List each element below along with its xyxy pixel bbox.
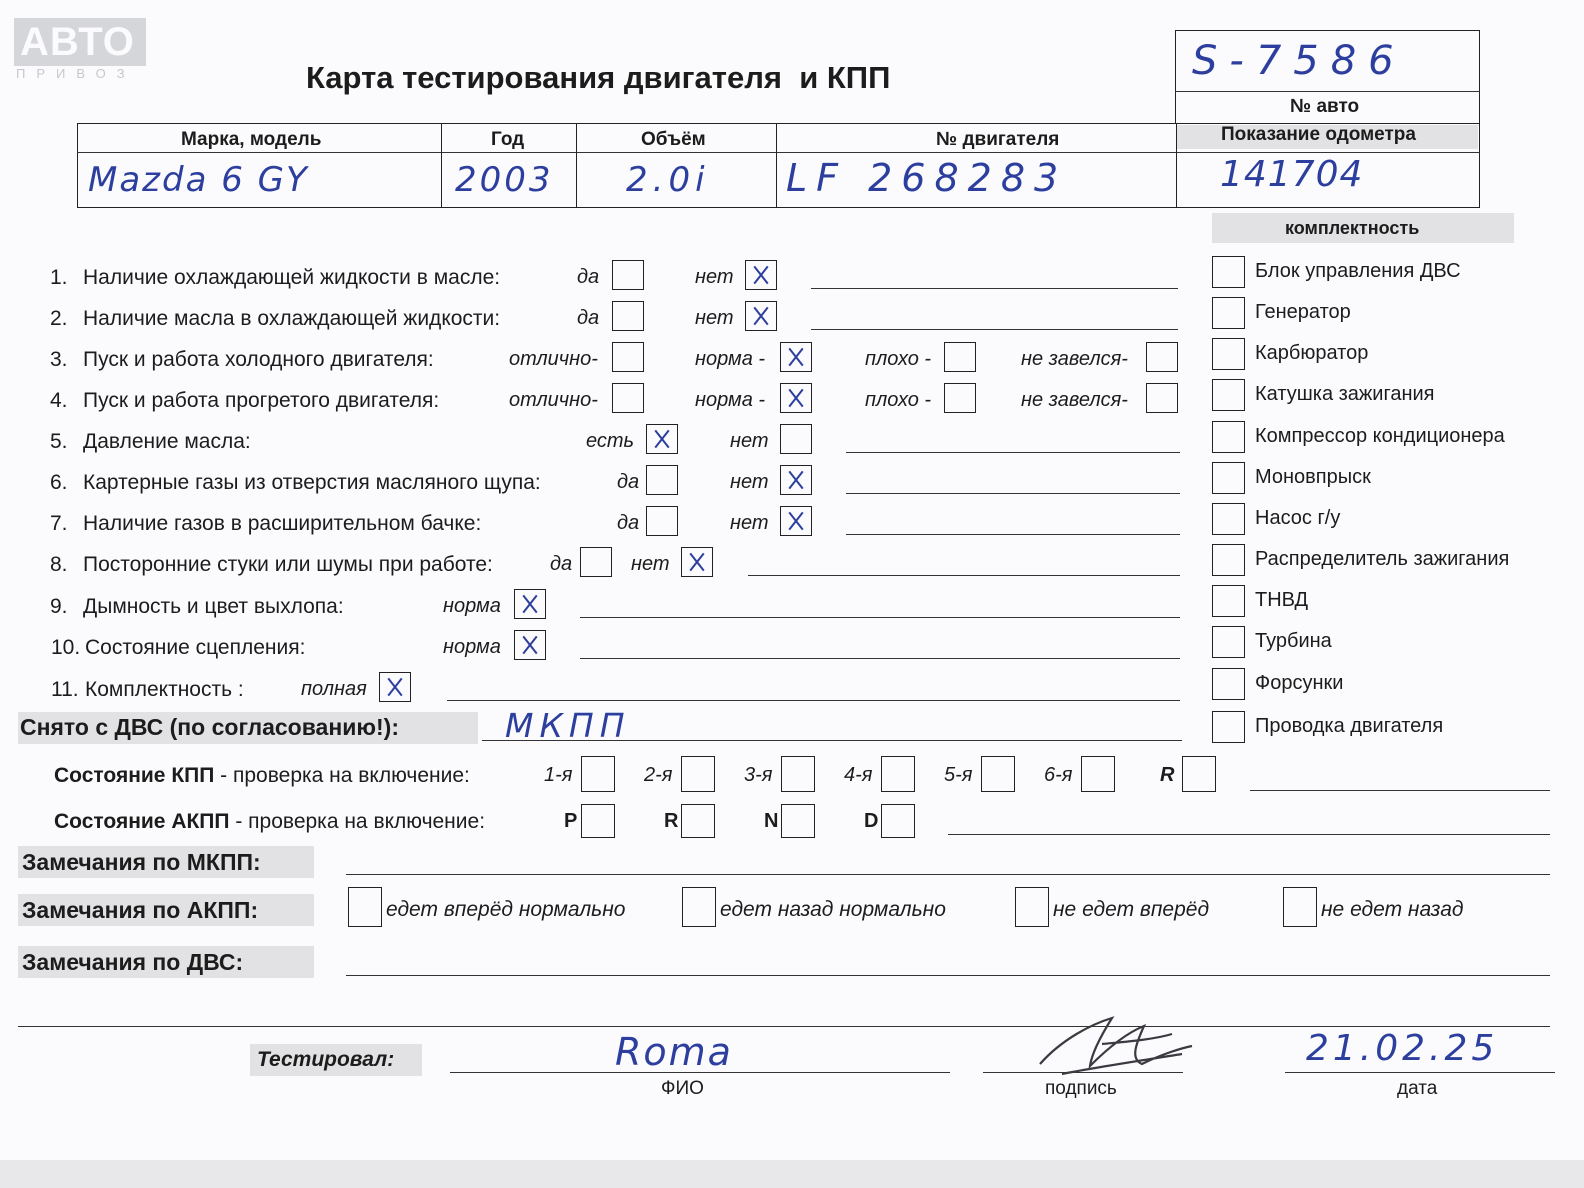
check-option-label: нет	[695, 266, 734, 288]
akpp-mode-label: D	[864, 810, 879, 832]
check-option-checkbox[interactable]	[646, 424, 678, 454]
akpp-mode-checkbox[interactable]	[781, 804, 815, 838]
kit-title: комплектность	[1285, 218, 1420, 238]
check-option-checkbox[interactable]	[646, 465, 678, 495]
check-text: Наличие газов в расширительном бачке:	[83, 512, 482, 535]
check-note-line	[846, 534, 1180, 535]
check-note-line	[811, 288, 1178, 289]
kit-checkbox[interactable]	[1212, 379, 1245, 411]
check-text: Посторонние стуки или шумы при работе:	[83, 553, 493, 576]
check-option-label: плохо -	[865, 348, 932, 370]
check-note-line	[580, 617, 1180, 618]
car-number-label: № авто	[1290, 96, 1360, 117]
kit-item-label: Блок управления ДВС	[1255, 260, 1461, 282]
check-note-line	[811, 329, 1178, 330]
check-number: 9.	[50, 595, 68, 618]
kit-checkbox[interactable]	[1212, 711, 1245, 743]
date-label: дата	[1397, 1078, 1438, 1099]
check-number: 3.	[50, 348, 68, 371]
check-option-checkbox[interactable]	[780, 383, 812, 413]
check-option-label: да	[550, 553, 573, 575]
check-number: 7.	[50, 512, 68, 535]
check-text: Картерные газы из отверстия масляного щупа:	[83, 471, 541, 494]
kit-checkbox[interactable]	[1212, 297, 1245, 329]
removed-label: Снято с ДВС (по согласованию!):	[20, 714, 399, 740]
akpp-mode-label: R	[664, 810, 679, 832]
check-option-label: норма	[443, 636, 501, 658]
kit-checkbox[interactable]	[1212, 338, 1245, 370]
check-option-label: есть	[586, 430, 635, 452]
check-option-checkbox[interactable]	[580, 547, 612, 577]
check-option-checkbox[interactable]	[612, 260, 644, 290]
remarks-akpp-label: Замечания по АКПП:	[22, 897, 259, 923]
check-option-label: плохо -	[865, 389, 932, 411]
kit-checkbox[interactable]	[1212, 544, 1245, 576]
check-option-checkbox[interactable]	[1146, 383, 1178, 413]
check-option-checkbox[interactable]	[612, 383, 644, 413]
check-option-label: полная	[301, 678, 367, 700]
akpp-remark-label: не едет вперёд	[1053, 898, 1210, 921]
akpp-remark-label: едет назад нормально	[720, 898, 946, 921]
check-option-label: да	[617, 471, 640, 493]
tester-name: Roma	[615, 1030, 733, 1074]
check-text: Пуск и работа холодного двигателя:	[83, 348, 434, 371]
check-option-label: да	[577, 266, 600, 288]
col-header-odometer: Показание одометра	[1221, 124, 1416, 145]
removed-value: МКПП	[505, 706, 631, 745]
kpp-gear-label: 2-я	[644, 764, 673, 786]
kpp-label-bold: Состояние КПП	[54, 764, 215, 787]
akpp-remark-checkbox[interactable]	[1015, 887, 1049, 927]
check-option-label: нет	[730, 430, 769, 452]
check-option-checkbox[interactable]	[780, 424, 812, 454]
check-option-checkbox[interactable]	[780, 342, 812, 372]
akpp-mode-checkbox[interactable]	[581, 804, 615, 838]
kpp-gear-checkbox[interactable]	[681, 756, 715, 792]
check-note-line	[447, 700, 1180, 701]
remarks-dvs-label: Замечания по ДВС:	[22, 949, 244, 975]
check-text: Наличие охлаждающей жидкости в масле:	[83, 266, 501, 289]
tested-label: Тестировал:	[257, 1048, 395, 1071]
akpp-mode-checkbox[interactable]	[881, 804, 915, 838]
col-header-year: Год	[491, 129, 525, 150]
kit-item-label: Карбюратор	[1255, 342, 1369, 364]
logo-brand: АВТО	[20, 20, 135, 64]
kit-checkbox[interactable]	[1212, 256, 1245, 288]
check-number: 1.	[50, 266, 68, 289]
kpp-gear-label: 1-я	[544, 764, 573, 786]
check-option-checkbox[interactable]	[514, 630, 546, 660]
kit-item-label: Моновпрыск	[1255, 466, 1371, 488]
akpp-remark-checkbox[interactable]	[348, 887, 382, 927]
check-option-label: отлично-	[509, 348, 598, 370]
check-option-label: да	[577, 307, 600, 329]
kit-item-label: Турбина	[1255, 630, 1332, 652]
check-option-label: нет	[730, 512, 769, 534]
check-option-label: не завелся-	[1021, 348, 1128, 370]
col-header-volume: Объём	[641, 129, 706, 150]
check-option-label: норма -	[695, 348, 766, 370]
kit-checkbox[interactable]	[1212, 462, 1245, 494]
check-note-line	[580, 658, 1180, 659]
year-value: 2003	[455, 160, 554, 200]
kit-item-label: Насос г/у	[1255, 507, 1341, 529]
check-text: Наличие масла в охлаждающей жидкости:	[83, 307, 501, 330]
akpp-remark-checkbox[interactable]	[682, 887, 716, 927]
akpp-mode-checkbox[interactable]	[681, 804, 715, 838]
check-number: 8.	[50, 553, 68, 576]
check-option-label: нет	[730, 471, 769, 493]
check-option-checkbox[interactable]	[612, 301, 644, 331]
kit-item-label: Проводка двигателя	[1255, 715, 1444, 737]
kpp-gear-label: 3-я	[744, 764, 773, 786]
kpp-gear-checkbox[interactable]	[1081, 756, 1115, 792]
check-option-label: норма	[443, 595, 501, 617]
check-option-checkbox[interactable]	[745, 301, 777, 331]
kpp-gear-checkbox[interactable]	[581, 756, 615, 792]
kit-item-label: ТНВД	[1255, 589, 1309, 611]
test-date: 21.02.25	[1306, 1028, 1499, 1069]
kit-item-label: Катушка зажигания	[1255, 383, 1435, 405]
check-note-line	[748, 575, 1180, 576]
check-option-label: не завелся-	[1021, 389, 1128, 411]
check-option-checkbox[interactable]	[379, 672, 411, 702]
akpp-label-bold: Состояние АКПП	[54, 810, 230, 833]
check-note-line	[846, 493, 1180, 494]
volume-value: 2.0i	[626, 160, 710, 200]
kpp-gear-label: 4-я	[844, 764, 873, 786]
kpp-gear-checkbox[interactable]	[781, 756, 815, 792]
check-number: 10.	[51, 636, 81, 659]
check-option-label: отлично-	[509, 389, 598, 411]
akpp-remark-checkbox[interactable]	[1283, 887, 1317, 927]
check-option-checkbox[interactable]	[780, 506, 812, 536]
akpp-label-rest: - проверка на включение:	[229, 810, 486, 833]
kit-checkbox[interactable]	[1212, 503, 1245, 535]
kpp-gear-checkbox[interactable]	[1182, 756, 1216, 792]
kpp-gear-label: 5-я	[944, 764, 973, 786]
engine-number-value: LF 268283	[786, 156, 1068, 200]
kit-item-label: Распределитель зажигания	[1255, 548, 1510, 570]
kpp-gear-checkbox[interactable]	[881, 756, 915, 792]
kpp-gear-checkbox[interactable]	[981, 756, 1015, 792]
check-text: Состояние сцепления:	[85, 636, 306, 659]
check-text: Пуск и работа прогретого двигателя:	[83, 389, 440, 412]
model-value: Mazda 6 GY	[88, 160, 309, 200]
check-number: 2.	[50, 307, 68, 330]
kpp-label	[54, 764, 470, 788]
check-option-checkbox[interactable]	[944, 383, 976, 413]
check-option-checkbox[interactable]	[612, 342, 644, 372]
check-option-checkbox[interactable]	[646, 506, 678, 536]
check-option-checkbox[interactable]	[514, 589, 546, 619]
akpp-remark-label: не едет назад	[1321, 898, 1464, 921]
logo-subtitle: ПРИВОЗ	[16, 66, 136, 81]
kpp-label-rest: - проверка на включение:	[214, 764, 470, 787]
page-title: Карта тестирования двигателя и КПП	[306, 60, 891, 95]
check-option-checkbox[interactable]	[780, 465, 812, 495]
kit-item-label: Форсунки	[1255, 672, 1344, 694]
check-text: Давление масла:	[83, 430, 251, 453]
check-option-checkbox[interactable]	[745, 260, 777, 290]
check-option-label: нет	[695, 307, 734, 329]
check-text: Дымность и цвет выхлопа:	[83, 595, 344, 618]
check-number: 5.	[50, 430, 68, 453]
check-text: Комплектность :	[85, 678, 244, 701]
col-header-model: Марка, модель	[181, 129, 322, 150]
kit-checkbox[interactable]	[1212, 668, 1245, 700]
check-option-checkbox[interactable]	[944, 342, 976, 372]
logo	[14, 18, 146, 66]
kit-checkbox[interactable]	[1212, 421, 1245, 453]
odometer-value: 141704	[1220, 154, 1364, 195]
akpp-mode-label: P	[564, 810, 578, 832]
check-option-checkbox[interactable]	[681, 547, 713, 577]
akpp-mode-label: N	[764, 810, 779, 832]
car-number-value: S-7586	[1192, 38, 1406, 84]
kit-checkbox[interactable]	[1212, 626, 1245, 658]
check-option-checkbox[interactable]	[1146, 342, 1178, 372]
check-option-label: норма -	[695, 389, 766, 411]
kit-checkbox[interactable]	[1212, 585, 1245, 617]
kpp-gear-label: 6-я	[1044, 764, 1073, 786]
check-option-label: да	[617, 512, 640, 534]
signature-label: подпись	[1045, 1078, 1117, 1099]
fio-label: ФИО	[661, 1078, 704, 1099]
signature-mark	[1032, 1004, 1202, 1084]
kit-item-label: Компрессор кондиционера	[1255, 425, 1505, 447]
col-header-engine: № двигателя	[936, 129, 1060, 150]
kit-item-label: Генератор	[1255, 301, 1351, 323]
check-note-line	[846, 452, 1180, 453]
kpp-gear-label: R	[1160, 764, 1175, 786]
check-option-label: нет	[631, 553, 670, 575]
check-number: 4.	[50, 389, 68, 412]
check-number: 11.	[51, 678, 79, 701]
akpp-label	[54, 810, 485, 834]
check-number: 6.	[50, 471, 68, 494]
remarks-mkpp-label: Замечания по МКПП:	[22, 849, 261, 875]
akpp-remark-label: едет вперёд нормально	[386, 898, 626, 921]
